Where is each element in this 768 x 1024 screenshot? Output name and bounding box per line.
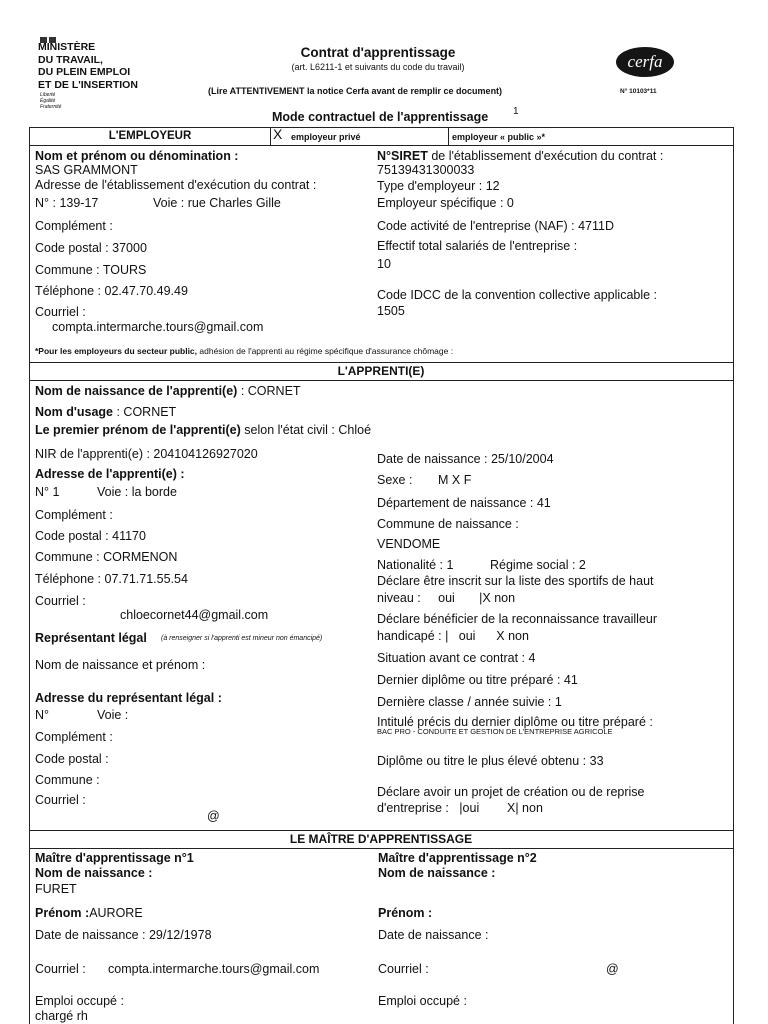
diploma-title-label: Intitulé précis du dernier diplôme ou titre préparé : bbox=[377, 715, 653, 729]
master1-firstname bbox=[35, 906, 143, 920]
legal-rep-heading bbox=[35, 631, 147, 645]
athlete-choice[interactable]: niveau : oui |X non bbox=[377, 591, 516, 605]
employer-address-label: Adresse de l'établissement d'exécution du contrat : bbox=[35, 178, 317, 192]
mode-value: 1 bbox=[513, 106, 519, 117]
legal-rep-name: Nom de naissance et prénom : bbox=[35, 658, 206, 672]
apprentice-birth-date: Date de naissance : 25/10/2004 bbox=[377, 452, 554, 466]
legal-rep-commune: Commune : bbox=[35, 773, 100, 787]
athlete-label: Déclare être inscrit sur la liste des sportifs de haut bbox=[377, 574, 654, 588]
frame-line bbox=[29, 127, 30, 1024]
apprentice-first-name bbox=[35, 423, 371, 437]
ministry-line: DU TRAVAIL, bbox=[38, 53, 103, 66]
private-employer-label: employeur privé bbox=[291, 132, 361, 142]
mode-title: Mode contractuel de l'apprentissage bbox=[272, 110, 489, 124]
legal-rep-address-label: Adresse du représentant légal : bbox=[35, 691, 222, 705]
frame-line bbox=[29, 127, 733, 128]
master1-email-label: Courriel : bbox=[35, 962, 86, 976]
first-name-label: Le premier prénom de l'apprenti(e) bbox=[35, 423, 241, 437]
disability-choice[interactable]: handicapé : | oui X non bbox=[377, 629, 529, 643]
disability-label: Déclare bénéficier de la reconnaissance travailleur bbox=[377, 612, 658, 626]
birth-name-value: : CORNET bbox=[237, 384, 301, 398]
siret-label-rest: de l'établissement d'exécution du contrat : bbox=[427, 149, 664, 163]
employer-complement: Complément : bbox=[35, 219, 113, 233]
first-name-value: selon l'état civil : Chloé bbox=[240, 423, 372, 437]
business-project-choice[interactable]: d'entreprise : |oui X| non bbox=[377, 801, 543, 815]
public-sector-note bbox=[35, 346, 453, 356]
master1-firstname-value: AURORE bbox=[89, 906, 143, 920]
legal-rep-postal: Code postal : bbox=[35, 752, 109, 766]
public-employer-label: employeur « public »* bbox=[452, 132, 546, 142]
master1-birth-date: Date de naissance : 29/12/1978 bbox=[35, 928, 212, 942]
legal-rep-complement: Complément : bbox=[35, 730, 113, 744]
form-subtitle: (art. L6211-1 et suivants du code du travail) bbox=[291, 62, 465, 72]
cerfa-logo: cerfa bbox=[616, 47, 674, 77]
master1-email-value: compta.intermarche.tours@gmail.com bbox=[108, 962, 320, 976]
apprentice-email-label: Courriel : bbox=[35, 594, 86, 608]
master1-firstname-label: Prénom : bbox=[35, 906, 90, 920]
motto-line: Liberté bbox=[40, 92, 56, 98]
idcc-value: 1505 bbox=[377, 304, 405, 318]
apprentice-phone: Téléphone : 07.71.71.55.54 bbox=[35, 572, 188, 586]
headcount-value: 10 bbox=[377, 257, 391, 271]
headcount-label: Effectif total salariés de l'entreprise : bbox=[377, 239, 578, 253]
legal-rep-street: Voie : bbox=[97, 708, 129, 722]
apprentice-number: N° 1 bbox=[35, 485, 60, 499]
master-section-title: LE MAÎTRE D'APPRENTISSAGE bbox=[289, 832, 473, 846]
master2-birth-date: Date de naissance : bbox=[378, 928, 489, 942]
nationality: Nationalité : 1 bbox=[377, 558, 454, 572]
motto-line: Égalité bbox=[40, 98, 56, 104]
apprentice-usage-name bbox=[35, 405, 176, 419]
ministry-line: ET DE L'INSERTION bbox=[38, 78, 138, 91]
master2-email-label: Courriel : bbox=[378, 962, 429, 976]
usage-name-value: : CORNET bbox=[113, 405, 177, 419]
apprentice-commune: Commune : CORMENON bbox=[35, 550, 178, 564]
employer-postal-code: Code postal : 37000 bbox=[35, 241, 147, 255]
siret-value: 75139431300033 bbox=[377, 163, 475, 177]
legal-rep-label: Représentant légal bbox=[35, 631, 147, 645]
employer-email-value: compta.intermarche.tours@gmail.com bbox=[52, 320, 264, 334]
employer-phone: Téléphone : 02.47.70.49.49 bbox=[35, 284, 188, 298]
master2-title: Maître d'apprentissage n°2 bbox=[378, 851, 537, 865]
frame-line bbox=[29, 848, 733, 849]
frame-line bbox=[29, 145, 733, 146]
business-project-label: Déclare avoir un projet de création ou de reprise bbox=[377, 785, 645, 799]
master1-name-label: Nom de naissance : bbox=[35, 866, 153, 880]
sex-value[interactable]: M X F bbox=[438, 473, 472, 487]
legal-rep-at: @ bbox=[207, 809, 220, 823]
republic-motto bbox=[40, 92, 61, 110]
specific-employer: Employeur spécifique : 0 bbox=[377, 196, 514, 210]
frame-line bbox=[29, 362, 733, 363]
form-number: N° 10103*11 bbox=[620, 88, 657, 95]
employer-number: N° : 139-17 bbox=[35, 196, 99, 210]
legal-rep-email: Courriel : bbox=[35, 793, 86, 807]
social-regime: Régime social : 2 bbox=[490, 558, 586, 572]
master1-job-label: Emploi occupé : bbox=[35, 994, 124, 1008]
frame-line bbox=[448, 127, 449, 145]
siret-label-bold: N°SIRET bbox=[377, 149, 428, 163]
frame-line bbox=[270, 127, 271, 145]
usage-name-label: Nom d'usage bbox=[35, 405, 113, 419]
situation-before: Situation avant ce contrat : 4 bbox=[377, 651, 536, 665]
ministry-name bbox=[38, 41, 138, 91]
employer-name-label: Nom et prénom ou dénomination : bbox=[35, 149, 239, 163]
idcc-label: Code IDCC de la convention collective applicable : bbox=[377, 288, 658, 302]
frame-line bbox=[29, 830, 733, 831]
apprentice-birth-name bbox=[35, 384, 301, 398]
sex-label: Sexe : bbox=[377, 473, 413, 487]
highest-diploma: Diplôme ou titre le plus élevé obtenu : 33 bbox=[377, 754, 604, 768]
employer-street: Voie : rue Charles Gille bbox=[153, 196, 281, 210]
frame-line bbox=[733, 127, 734, 1024]
last-diploma: Dernier diplôme ou titre préparé : 41 bbox=[377, 673, 578, 687]
employer-section-title: L'EMPLOYEUR bbox=[108, 130, 192, 142]
legal-rep-number: N° bbox=[35, 708, 50, 722]
naf-code: Code activité de l'entreprise (NAF) : 4711D bbox=[377, 219, 614, 233]
siret-label bbox=[377, 149, 663, 163]
frame-line bbox=[29, 380, 733, 381]
private-employer-checkbox[interactable]: X bbox=[273, 126, 283, 142]
form-title: Contrat d'apprentissage bbox=[300, 45, 456, 60]
apprentice-email-value: chloecornet44@gmail.com bbox=[120, 608, 269, 622]
apprentice-address-label: Adresse de l'apprenti(e) : bbox=[35, 467, 185, 481]
employer-email-label: Courriel : bbox=[35, 305, 86, 319]
birth-commune-value: VENDOME bbox=[377, 537, 441, 551]
master2-job-label: Emploi occupé : bbox=[378, 994, 467, 1008]
master1-title: Maître d'apprentissage n°1 bbox=[35, 851, 194, 865]
apprentice-nir: NIR de l'apprenti(e) : 204104126927020 bbox=[35, 447, 258, 461]
apprentice-street: Voie : la borde bbox=[97, 485, 177, 499]
public-note-bold: *Pour les employeurs du secteur public, bbox=[35, 346, 198, 356]
birth-name-label: Nom de naissance de l'apprenti(e) bbox=[35, 384, 238, 398]
motto-line: Fraternité bbox=[40, 104, 62, 110]
employer-commune: Commune : TOURS bbox=[35, 263, 147, 277]
employer-name-value: SAS GRAMMONT bbox=[35, 163, 138, 177]
master1-job-value: chargé rh bbox=[35, 1009, 88, 1023]
employer-type: Type d'employeur : 12 bbox=[377, 179, 500, 193]
apprentice-complement: Complément : bbox=[35, 508, 113, 522]
master2-name-label: Nom de naissance : bbox=[378, 866, 496, 880]
last-class: Dernière classe / année suivie : 1 bbox=[377, 695, 562, 709]
ministry-line: MINISTÈRE bbox=[38, 41, 96, 53]
master2-email-at: @ bbox=[606, 962, 619, 976]
diploma-title-value: BAC PRO - CONDUITE ET GESTION DE L'ENTREPRISE AGRICOLE bbox=[377, 727, 613, 736]
legal-rep-note: (à renseigner si l'apprenti est mineur non émancipé) bbox=[161, 635, 323, 642]
master2-firstname-label: Prénom : bbox=[378, 906, 433, 920]
birth-department: Département de naissance : 41 bbox=[377, 496, 551, 510]
master1-name-value: FURET bbox=[35, 882, 77, 896]
notice-text: (Lire ATTENTIVEMENT la notice Cerfa avant de remplir ce document) bbox=[208, 86, 503, 96]
ministry-line: DU PLEIN EMPLOI bbox=[38, 66, 131, 78]
apprentice-postal-code: Code postal : 41170 bbox=[35, 529, 146, 543]
public-note-rest: adhésion de l'apprenti au régime spécifique d'assurance chômage : bbox=[197, 346, 454, 356]
apprentice-section-title: L'APPRENTI(E) bbox=[337, 364, 425, 378]
birth-commune-label: Commune de naissance : bbox=[377, 517, 519, 531]
